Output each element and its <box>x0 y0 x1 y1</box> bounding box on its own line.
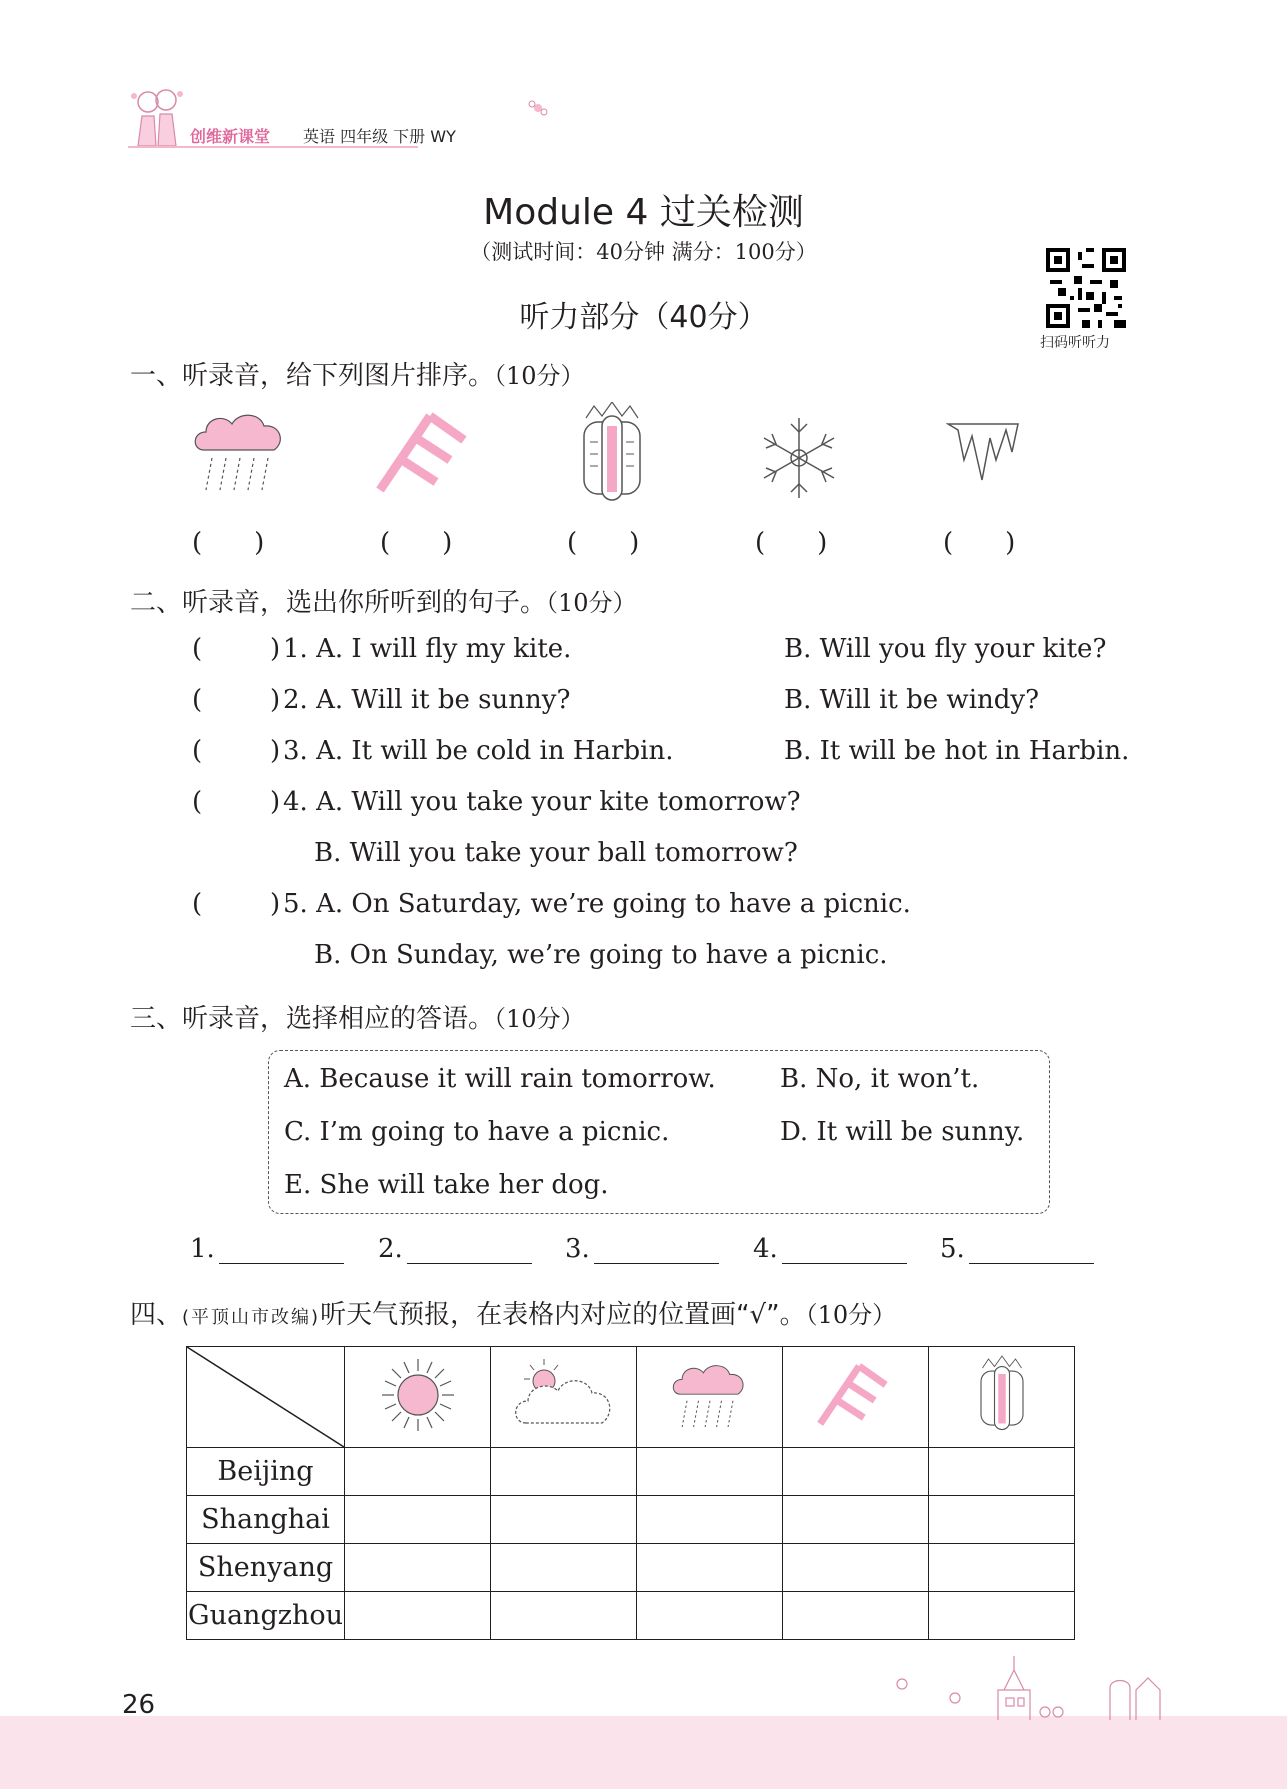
blank-line[interactable] <box>969 1239 1094 1264</box>
table-row <box>187 1544 1075 1592</box>
section4-title: 听天气预报，在表格内对应的位置画“√”。 <box>320 1300 806 1330</box>
flower-decoration-icon <box>528 98 548 118</box>
header-cell-hot <box>929 1347 1075 1448</box>
check-cell[interactable] <box>783 1592 929 1640</box>
city-guangzhou: Guangzhou <box>187 1592 345 1640</box>
q3-option-b: B. It will be hot in Harbin. <box>784 736 1130 766</box>
section2-heading <box>130 582 637 619</box>
answer-option-c: C. I’m going to have a picnic. <box>284 1117 670 1147</box>
section2-score: （10分） <box>546 589 637 617</box>
city-shanghai: Shanghai <box>187 1496 345 1544</box>
q5-option-b: B. On Sunday, we’re going to have a picnic. <box>314 940 888 970</box>
check-cell[interactable] <box>929 1592 1075 1640</box>
header-cell-cloudy <box>491 1347 637 1448</box>
wind-icon <box>376 410 476 496</box>
check-cell[interactable] <box>491 1448 637 1496</box>
header-cell-sun <box>345 1347 491 1448</box>
q4-open-paren[interactable]: ( <box>192 787 203 817</box>
hot-thermometer-icon <box>576 402 648 506</box>
q1-option-b: B. Will you fly your kite? <box>784 634 1107 664</box>
q4-option-a: 4. A. Will you take your kite tomorrow? <box>283 787 801 817</box>
section3-heading <box>130 998 585 1035</box>
answer-option-d: D. It will be sunny. <box>780 1117 1025 1147</box>
section4-source-note: (平顶山市改编) <box>182 1307 321 1328</box>
table-row <box>187 1496 1075 1544</box>
city-shenyang: Shenyang <box>187 1544 345 1592</box>
blank-line[interactable] <box>782 1239 907 1264</box>
page-number: 26 <box>122 1690 156 1720</box>
rain-cloud-icon <box>669 1356 751 1434</box>
check-cell[interactable] <box>491 1496 637 1544</box>
diagonal-line <box>187 1347 344 1447</box>
check-cell[interactable] <box>345 1448 491 1496</box>
q4-option-b: B. Will you take your ball tomorrow? <box>314 838 798 868</box>
section4-prefix: 四、 <box>130 1300 183 1330</box>
answer-option-b: B. No, it won’t. <box>780 1064 980 1094</box>
check-cell[interactable] <box>345 1592 491 1640</box>
icicle-icon <box>946 420 1020 484</box>
check-cell[interactable] <box>783 1496 929 1544</box>
q2-close-paren: ) <box>270 685 281 715</box>
section4-heading <box>130 1294 896 1331</box>
header-cell-rain <box>637 1347 783 1448</box>
check-cell[interactable] <box>637 1592 783 1640</box>
blank-number: 2. <box>378 1234 403 1264</box>
check-cell[interactable] <box>929 1448 1075 1496</box>
table-row <box>187 1448 1075 1496</box>
answer-option-e: E. She will take her dog. <box>284 1170 609 1200</box>
section3-title: 三、听录音，选择相应的答语。 <box>130 1004 495 1034</box>
table-header-row <box>187 1347 1075 1448</box>
q2-open-paren[interactable]: ( <box>192 685 203 715</box>
q3-option-a: 3. A. It will be cold in Harbin. <box>283 736 674 766</box>
check-cell[interactable] <box>345 1496 491 1544</box>
qr-label: 扫码听听力 <box>1040 335 1110 351</box>
hot-thermometer-icon <box>975 1355 1029 1435</box>
check-cell[interactable] <box>491 1592 637 1640</box>
check-cell[interactable] <box>929 1544 1075 1592</box>
rain-cloud-icon <box>190 406 290 496</box>
header-divider <box>128 146 418 148</box>
blank-line[interactable] <box>219 1239 344 1264</box>
q4-close-paren: ) <box>270 787 281 817</box>
part-title: 听力部分（40分） <box>519 300 768 335</box>
qr-code-icon[interactable] <box>1046 248 1126 328</box>
section1-title: 一、听录音，给下列图片排序。 <box>130 361 495 391</box>
weather-table <box>186 1346 1075 1640</box>
answer-blank-1[interactable] <box>190 1234 344 1264</box>
diagonal-header-cell <box>187 1347 345 1448</box>
blank-number: 4. <box>753 1234 778 1264</box>
kids-logo-icon <box>126 86 188 150</box>
check-cell[interactable] <box>637 1496 783 1544</box>
blank-line[interactable] <box>407 1239 532 1264</box>
order-blank-1[interactable]: ( ) <box>192 528 265 558</box>
answer-blank-4[interactable] <box>753 1234 907 1264</box>
check-cell[interactable] <box>637 1544 783 1592</box>
brand-name: 创维新课堂 <box>190 127 271 146</box>
check-cell[interactable] <box>783 1544 929 1592</box>
q1-close-paren: ) <box>270 634 281 664</box>
wind-icon <box>817 1360 895 1430</box>
q2-option-a: 2. A. Will it be sunny? <box>283 685 571 715</box>
q5-option-a: 5. A. On Saturday, we’re going to have a picnic. <box>283 889 911 919</box>
snowflake-icon <box>756 416 842 500</box>
q2-option-b: B. Will it be windy? <box>784 685 1040 715</box>
city-beijing: Beijing <box>187 1448 345 1496</box>
q5-open-paren[interactable]: ( <box>192 889 203 919</box>
section1-score: （10分） <box>494 362 585 390</box>
q1-open-paren[interactable]: ( <box>192 634 203 664</box>
q3-close-paren: ) <box>270 736 281 766</box>
test-info: （测试时间：40分钟 满分：100分） <box>470 240 817 264</box>
blank-number: 3. <box>565 1234 590 1264</box>
order-blank-2[interactable]: ( ) <box>380 528 453 558</box>
section3-score: （10分） <box>494 1005 585 1033</box>
table-row <box>187 1592 1075 1640</box>
footer-band <box>0 1716 1287 1789</box>
blank-number: 5. <box>940 1234 965 1264</box>
page-title: Module 4 过关检测 <box>483 192 804 233</box>
check-cell[interactable] <box>345 1544 491 1592</box>
book-subject: 英语 四年级 下册 WY <box>303 127 456 146</box>
answer-blank-3[interactable] <box>565 1234 719 1264</box>
q3-open-paren[interactable]: ( <box>192 736 203 766</box>
q5-close-paren: ) <box>270 889 281 919</box>
sun-icon <box>380 1357 456 1433</box>
cloudy-icon <box>512 1357 616 1433</box>
castle-decoration-icon <box>880 1650 1170 1720</box>
check-cell[interactable] <box>783 1448 929 1496</box>
section2-title: 二、听录音，选出你所听到的句子。 <box>130 588 547 618</box>
check-cell[interactable] <box>637 1448 783 1496</box>
header-cell-windy <box>783 1347 929 1448</box>
blank-line[interactable] <box>594 1239 719 1264</box>
q1-option-a: 1. A. I will fly my kite. <box>283 634 572 664</box>
order-blank-4[interactable]: ( ) <box>755 528 828 558</box>
order-blank-3[interactable]: ( ) <box>567 528 640 558</box>
section4-score: （10分） <box>805 1301 897 1329</box>
check-cell[interactable] <box>491 1544 637 1592</box>
answer-option-a: A. Because it will rain tomorrow. <box>284 1064 716 1094</box>
answer-blank-5[interactable] <box>940 1234 1094 1264</box>
section1-heading <box>130 355 585 392</box>
check-cell[interactable] <box>929 1496 1075 1544</box>
blank-number: 1. <box>190 1234 215 1264</box>
answer-blank-2[interactable] <box>378 1234 532 1264</box>
order-blank-5[interactable]: ( ) <box>943 528 1016 558</box>
